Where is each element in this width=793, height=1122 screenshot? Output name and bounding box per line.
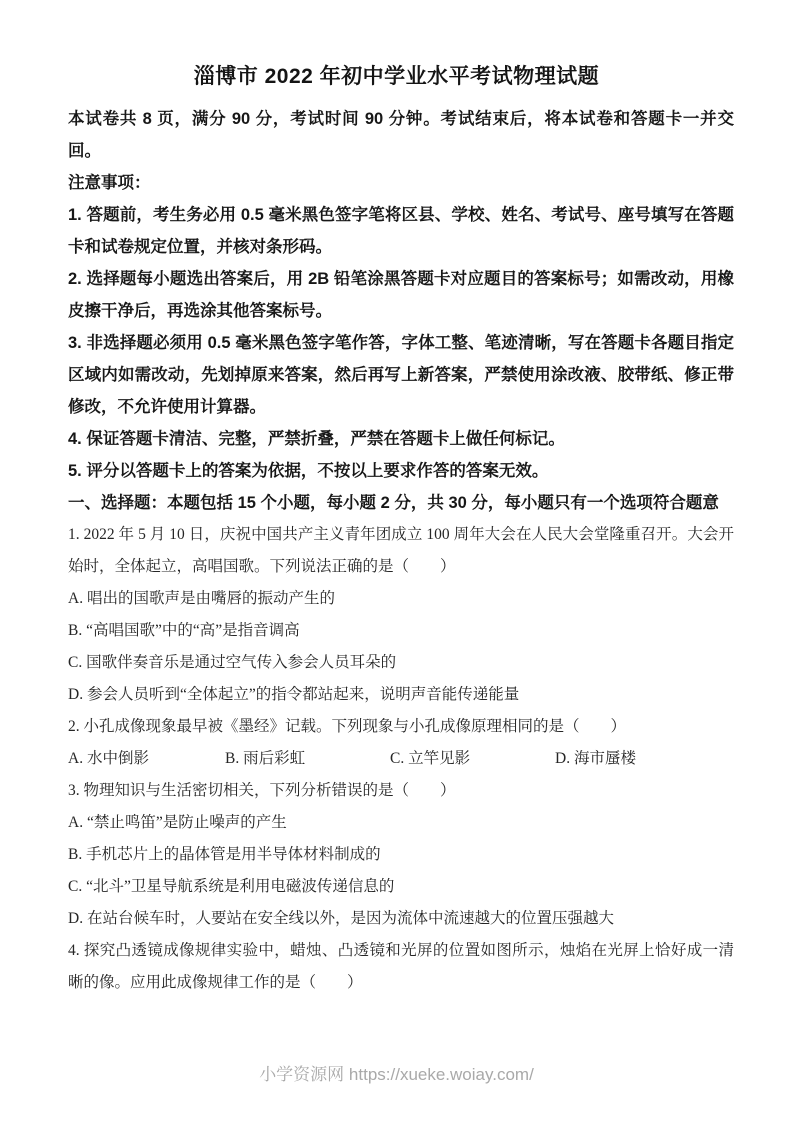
question-1-option-d: D. 参会人员听到“全体起立”的指令都站起来，说明声音能传递能量 — [68, 686, 520, 703]
notice-item-1: 1. 答题前，考生务必用 0.5 毫米黑色签字笔将区县、学校、姓名、考试号、座号填写在答题卡和试卷规定位置，并核对条形码。 — [68, 206, 734, 256]
question-2-option-c: C. 立竿见影 — [390, 750, 471, 767]
question-3-stem: 3. 物理知识与生活密切相关，下列分析错误的是（ ） — [68, 782, 456, 799]
footer — [0, 1064, 793, 1086]
section-1-heading: 一、选择题：本题包括 15 个小题，每小题 2 分，共 30 分，每小题只有一个选项符合题意 — [68, 494, 719, 512]
question-1-option-c: C. 国歌伴奏音乐是通过空气传入参会人员耳朵的 — [68, 654, 397, 671]
question-2-option-d: D. 海市蜃楼 — [555, 750, 636, 767]
notice-item-5: 5. 评分以答题卡上的答案为依据，不按以上要求作答的答案无效。 — [68, 462, 549, 480]
document-body — [68, 103, 734, 999]
question-1-option-a: A. 唱出的国歌声是由嘴唇的振动产生的 — [68, 590, 335, 607]
question-3-option-c: C. “北斗”卫星导航系统是利用电磁波传递信息的 — [68, 878, 395, 895]
exam-title: 淄博市 2022 年初中学业水平考试物理试题 — [193, 65, 600, 88]
question-2-options-row — [68, 743, 734, 775]
question-2-option-a: A. 水中倒影 — [68, 750, 149, 767]
question-4-stem: 4. 探究凸透镜成像规律实验中，蜡烛、凸透镜和光屏的位置如图所示，烛焰在光屏上恰好成一清晰的像。应用此成像规律工作的是（ ） — [68, 942, 734, 991]
question-3-option-b: B. 手机芯片上的晶体管是用半导体材料制成的 — [68, 846, 381, 863]
question-2-stem: 2. 小孔成像现象最早被《墨经》记载。下列现象与小孔成像原理相同的是（ ） — [68, 718, 627, 735]
question-3-option-a: A. “禁止鸣笛”是防止噪声的产生 — [68, 814, 287, 831]
question-1-option-b: B. “高唱国歌”中的“高”是指音调高 — [68, 622, 300, 639]
exam-info-line: 本试卷共 8 页，满分 90 分，考试时间 90 分钟。考试结束后，将本试卷和答题卡一并交回。 — [68, 110, 734, 160]
notice-item-4: 4. 保证答题卡清洁、完整，严禁折叠，严禁在答题卡上做任何标记。 — [68, 430, 565, 448]
footer-site-url[interactable]: https://xueke.woiay.com/ — [348, 1065, 534, 1084]
notice-item-2: 2. 选择题每小题选出答案后，用 2B 铅笔涂黑答题卡对应题目的答案标号；如需改动，用橡皮擦干净后，再选涂其他答案标号。 — [68, 270, 734, 320]
notice-item-3: 3. 非选择题必须用 0.5 毫米黑色签字笔作答，字体工整、笔迹清晰，写在答题卡各题目指定区域内如需改动，先划掉原来答案，然后再写上新答案，严禁使用涂改液、胶带纸、修正带修改，不允许使用计算器。 — [68, 334, 734, 416]
notice-heading: 注意事项： — [68, 174, 151, 192]
footer-site-name: 小学资源网 — [259, 1065, 345, 1084]
question-1-stem: 1. 2022 年 5 月 10 日，庆祝中国共产主义青年团成立 100 周年大会在人民大会堂隆重召开。大会开始时，全体起立，高唱国歌。下列说法正确的是（ ） — [68, 526, 734, 575]
question-2-option-b: B. 雨后彩虹 — [225, 750, 306, 767]
question-3-option-d: D. 在站台候车时，人要站在安全线以外，是因为流体中流速越大的位置压强越大 — [68, 910, 614, 927]
